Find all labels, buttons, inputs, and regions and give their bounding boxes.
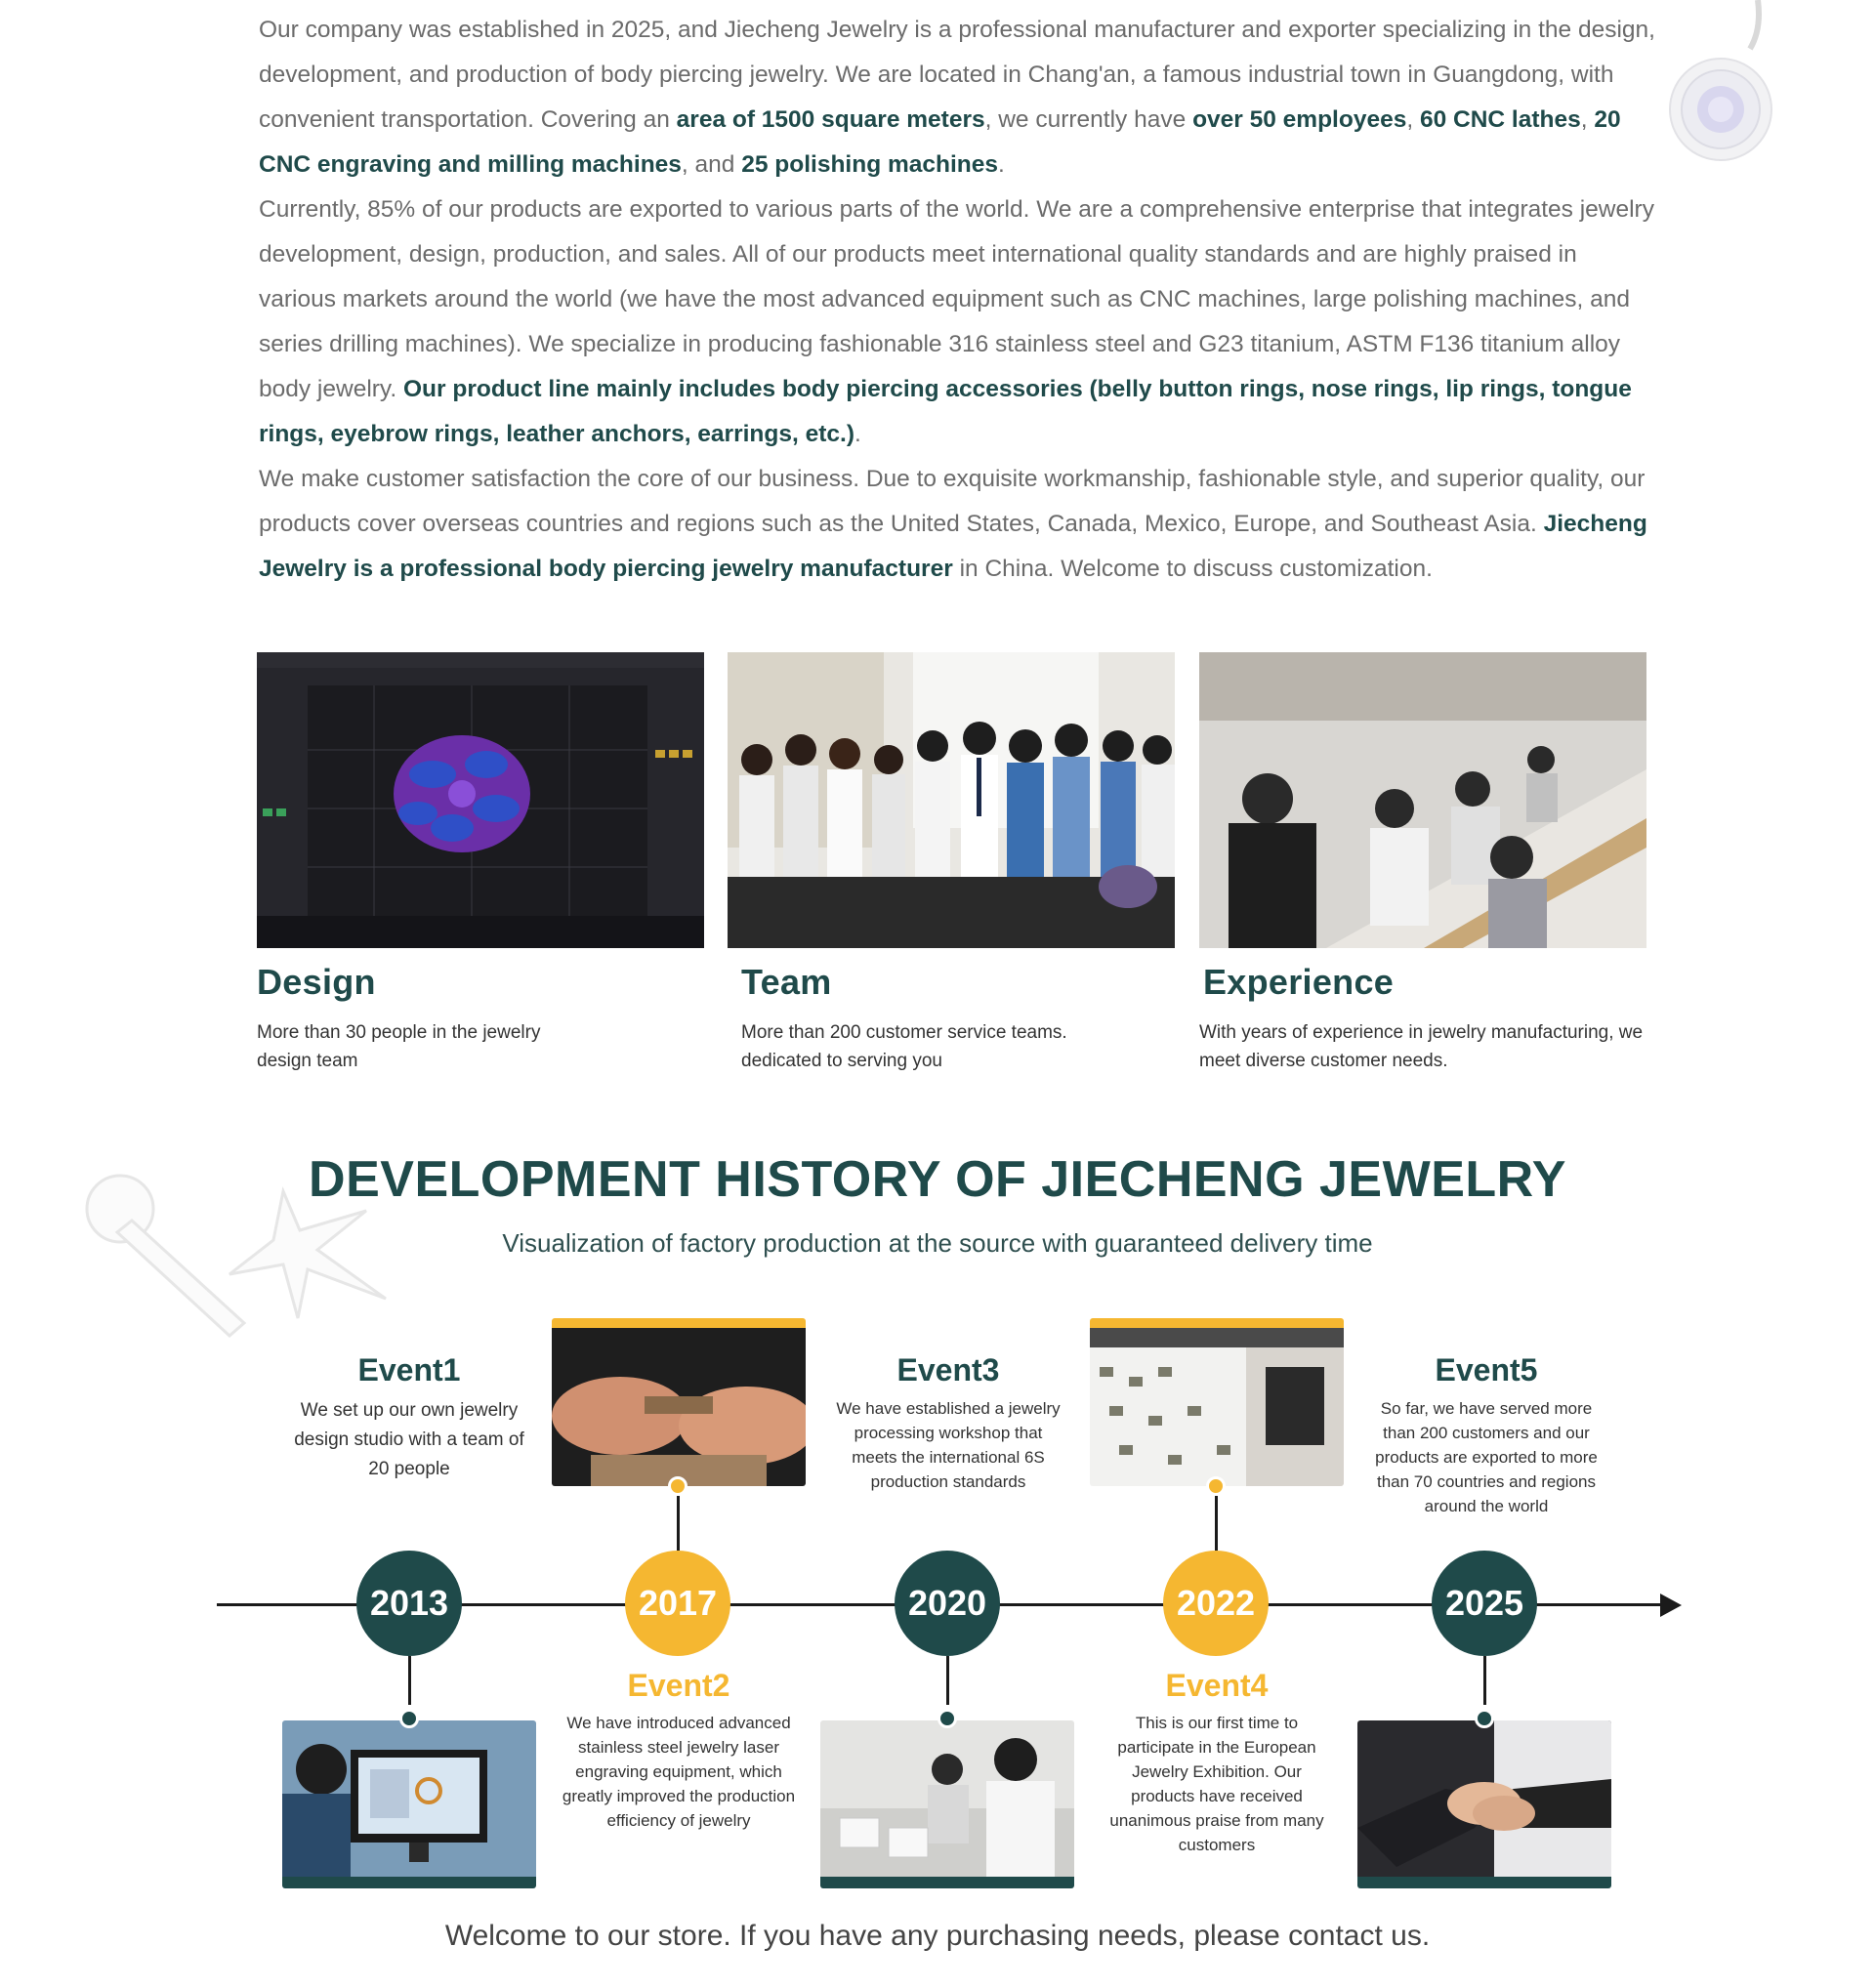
year-badge: 2022 [1163, 1551, 1269, 1656]
event-photo [1357, 1720, 1611, 1888]
event-photo [1090, 1318, 1344, 1486]
year-badge: 2013 [356, 1551, 462, 1656]
year-badge: 2025 [1432, 1551, 1537, 1656]
card-experience [1199, 652, 1646, 1075]
card-title: Team [741, 962, 832, 1002]
history-title: DEVELOPMENT HISTORY OF JIECHENG JEWELRY [309, 1151, 1566, 1208]
card-description: More than 200 customer service teams. dedicated to serving you [741, 1022, 1067, 1071]
event-description: We have established a jewelry processing workshop that meets the international 6S production standards [836, 1399, 1061, 1491]
timeline-connector [1215, 1496, 1218, 1551]
card-description: With years of experience in jewelry manufacturing, we meet diverse customer needs. [1199, 1022, 1644, 1071]
timeline-connector [677, 1496, 680, 1551]
event-title: Event4 [1165, 1668, 1269, 1703]
history-subtitle: Visualization of factory production at the source with guaranteed delivery time [502, 1228, 1373, 1258]
year-badge: 2017 [625, 1551, 730, 1656]
timeline-dot [938, 1709, 957, 1728]
event-photo [282, 1720, 536, 1888]
card-description: More than 30 people in the jewelry design team [257, 1022, 541, 1071]
event-description: This is our first time to participate in the European Jewelry Exhibition. Our products have received unanimous praise from many customers [1109, 1714, 1324, 1854]
workshop-photo [1199, 652, 1646, 948]
event-title: Event1 [357, 1352, 461, 1387]
event-title: Event2 [627, 1668, 730, 1703]
event-description: We have introduced advanced stainless steel jewelry laser engraving equipment, which greatly improved the production efficiency of jewelry [562, 1714, 796, 1830]
event-title: Event3 [896, 1352, 1000, 1387]
timeline-connector [1483, 1656, 1486, 1705]
card-design [257, 652, 704, 1075]
timeline-connector [408, 1656, 411, 1705]
company-intro [259, 8, 1655, 592]
event-description: So far, we have served more than 200 customers and our products are exported to more than 70 countries and regions around the world [1375, 1399, 1598, 1515]
event-photo [820, 1720, 1074, 1888]
timeline-dot [668, 1476, 688, 1496]
timeline-dot [1206, 1476, 1226, 1496]
card-team [728, 652, 1175, 1075]
intro-paragraph-3: We make customer satisfaction the core of our business. Due to exquisite workmanship, fashionable style, and superior quality, our products cover overseas countries and regions such as the United States, Canada, Mexico, Europe, and Southeast Asia. Jiecheng Jewelry is a professional body piercing jewelry manufacturer in China. Welcome to discuss customization. [259, 466, 1647, 582]
timeline-dot [1475, 1709, 1494, 1728]
belly-ring-illustration [1660, 0, 1807, 186]
year-badge: 2020 [895, 1551, 1000, 1656]
event-title: Event5 [1435, 1352, 1538, 1387]
card-title: Design [257, 962, 376, 1002]
team-photo [728, 652, 1175, 948]
closing-message: Welcome to our store. If you have any purchasing needs, please contact us. [444, 1920, 1431, 1952]
design-software-photo [257, 652, 704, 948]
timeline-dot [399, 1709, 419, 1728]
intro-paragraph-1: Our company was established in 2025, and Jiecheng Jewelry is a professional manufacturer and exporter specializing in the design, development, and production of body piercing jewelry. We are located in Chang'an, a famous industrial town in Guangdong, with convenient transportation. Covering an area of 1500 square meters, we currently have over 50 employees, 60 CNC lathes, 20 CNC engraving and milling machines, and 25 polishing machines. [259, 17, 1655, 178]
timeline-arrow-icon [1660, 1594, 1682, 1617]
timeline-connector [946, 1656, 949, 1705]
card-title: Experience [1203, 962, 1395, 1002]
event-description: We set up our own jewelry design studio with a team of 20 people [294, 1400, 524, 1479]
event-photo [552, 1318, 806, 1486]
intro-paragraph-2: Currently, 85% of our products are exported to various parts of the world. We are a comprehensive enterprise that integrates jewelry development, design, production, and sales. All of our products meet international quality standards and are highly praised in various markets around the world (we have the most advanced equipment such as CNC machines, large polishing machines, and series drilling machines). We specialize in producing fashionable 316 stainless steel and G23 titanium, ASTM F136 titanium alloy body jewelry. Our product line mainly includes body piercing accessories (belly button rings, nose rings, lip rings, tongue rings, eyebrow rings, leather anchors, earrings, etc.). [259, 196, 1654, 447]
